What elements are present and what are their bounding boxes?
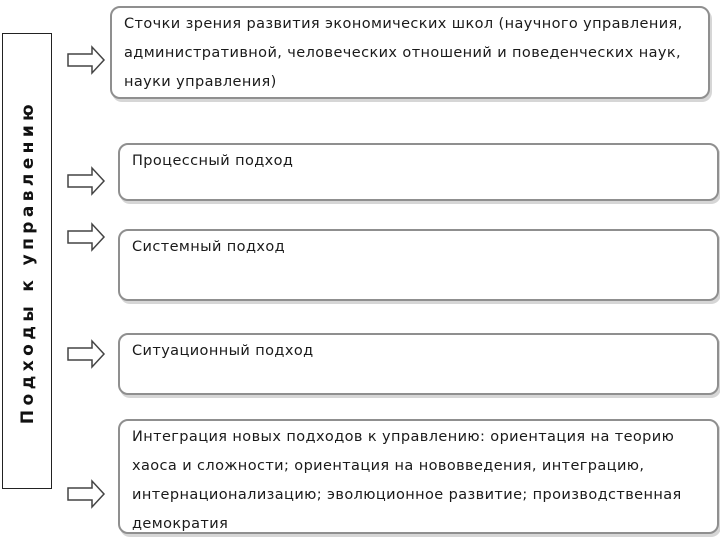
arrow-icon — [66, 166, 106, 196]
approach-text: Процессный подход — [132, 153, 294, 169]
approach-box-integration — [118, 419, 719, 534]
approach-box-situational — [118, 333, 719, 395]
arrow-icon — [66, 339, 106, 369]
approaches-side-bar — [2, 33, 52, 489]
side-label: Подходы к управлению — [18, 99, 38, 425]
arrow-icon — [66, 479, 106, 509]
approach-text: Сточки зрения развития экономических школ (научного управления, административной, человеческих отношений и поведенческих наук, науки управления) — [124, 16, 683, 90]
approach-text: Ситуационный подход — [132, 343, 314, 359]
arrow-icon — [66, 45, 106, 75]
approach-text: Системный подход — [132, 239, 286, 255]
arrow-icon — [66, 222, 106, 252]
approach-box-system — [118, 229, 719, 301]
approach-box-economic-schools — [110, 6, 710, 99]
approach-box-process — [118, 143, 719, 201]
approach-text: Интеграция новых подходов к управлению: ориентация на теорию хаоса и сложности; ориентация на нововведения, интеграцию, интернационализацию; эволюционное развитие; производственная демократия — [132, 429, 682, 532]
